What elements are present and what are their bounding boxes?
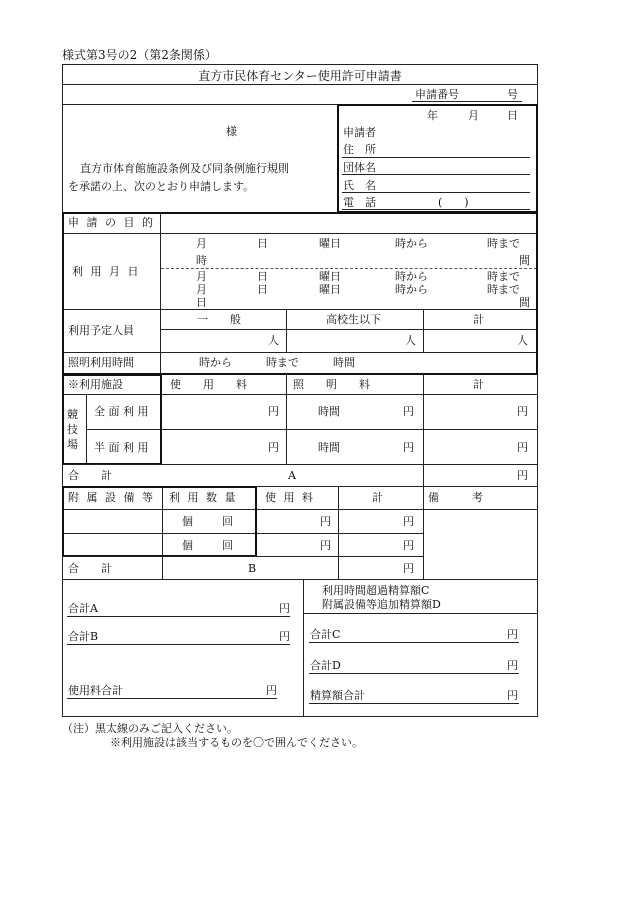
phone-parentheses: ( ) — [438, 196, 469, 209]
usage-month-3: 月 — [196, 283, 207, 296]
total-d-yen: 円 — [507, 659, 518, 672]
usage-from-2: 時から — [395, 270, 428, 283]
declaration-line1: 直方市体育館施設条例及び同条例施行規則 — [80, 162, 289, 175]
total-a-label: 合計A — [68, 602, 98, 615]
usage-month-1: 月 — [196, 237, 207, 250]
facility-total-header: 計 — [473, 378, 484, 391]
address-label[interactable]: 住 所 — [343, 143, 376, 156]
equipment-remarks-header: 備 考 — [428, 491, 483, 504]
name-label[interactable]: 氏 名 — [343, 179, 376, 192]
note-2: ※利用施設は該当するものを〇で囲んでください。 — [110, 736, 363, 749]
facility-header: ※利用施設 — [68, 378, 123, 391]
date-day: 日 — [507, 109, 518, 122]
equipment-total-yen-1: 円 — [403, 515, 414, 528]
date-month: 月 — [468, 109, 479, 122]
half-use-label[interactable]: 半 面 利 用 — [94, 441, 149, 454]
people-label: 利用予定人員 — [68, 324, 134, 337]
usage-weekday-1: 曜日 — [319, 237, 341, 250]
people-student-header: 高校生以下 — [326, 313, 381, 326]
subtotal-a-mark: A — [288, 469, 296, 482]
people-student-unit: 人 — [405, 334, 416, 347]
full-light-yen: 円 — [403, 405, 414, 418]
equipment-input-box — [62, 486, 257, 557]
frame-bottom — [62, 716, 538, 717]
total-a-yen: 円 — [279, 602, 290, 615]
full-total-yen: 円 — [517, 405, 528, 418]
equipment-subtotal-label: 合 計 — [68, 562, 112, 575]
form-number: 様式第3号の2（第2条関係） — [62, 48, 217, 62]
lighting-label: 照明利用時間 — [68, 356, 134, 369]
subtotal-b-yen: 円 — [403, 562, 414, 575]
equipment-label: 附 属 設 備 等 — [68, 491, 155, 504]
usage-from-1: 時から — [395, 237, 428, 250]
form-title: 直方市民体育センター使用許可申請書 — [198, 69, 402, 83]
usage-day-2: 日 — [257, 270, 268, 283]
addressee-sama: 様 — [226, 125, 237, 138]
application-number-suffix: 号 — [507, 88, 518, 101]
note-1: （注）黒太線のみご記入ください。 — [62, 722, 238, 735]
people-total-unit: 人 — [517, 334, 528, 347]
usage-weekday-3: 曜日 — [319, 283, 341, 296]
people-general-unit: 人 — [268, 334, 279, 347]
purpose-label: 申 請 の 目 的 — [68, 216, 155, 229]
equipment-pieces-2: 個 — [182, 539, 193, 552]
equipment-times-2: 回 — [222, 539, 233, 552]
facility-select-box — [62, 374, 162, 465]
equipment-qty-header: 利 用 数 量 — [169, 491, 238, 504]
people-general-header: 一 般 — [197, 313, 241, 326]
settlement-total-label: 精算額合計 — [310, 689, 365, 702]
full-fee-yen: 円 — [268, 405, 279, 418]
usage-to-3: 時まで — [487, 283, 520, 296]
total-d-label: 合計D — [310, 659, 341, 672]
applicant-info-box — [337, 104, 538, 213]
facility-subtotal-label: 合 計 — [68, 469, 112, 482]
full-light-hours: 時間 — [318, 405, 340, 418]
usage-day-4: 日 — [196, 296, 207, 309]
equipment-total-header: 計 — [372, 491, 383, 504]
total-c-yen: 円 — [507, 628, 518, 641]
usage-weekday-2: 曜日 — [319, 270, 341, 283]
facility-fee-header: 使 用 料 — [170, 378, 247, 391]
applicant-label: 申請者 — [343, 126, 376, 139]
subtotal-a-yen: 円 — [517, 469, 528, 482]
lighting-hours: 時間 — [333, 356, 355, 369]
declaration-line2: を承諾の上、次のとおり申請します。 — [68, 180, 255, 193]
arena-label: 競技場 — [67, 408, 78, 451]
equipment-fee-yen-1: 円 — [320, 515, 331, 528]
usage-to-2: 時まで — [487, 270, 520, 283]
lighting-to: 時まで — [266, 356, 299, 369]
usage-day-3: 日 — [257, 283, 268, 296]
fee-total-yen: 円 — [266, 684, 277, 697]
application-number-label: 申請番号 — [415, 88, 459, 101]
subtotal-b-mark: B — [248, 562, 257, 575]
half-fee-yen: 円 — [268, 441, 279, 454]
usage-month-2: 月 — [196, 270, 207, 283]
group-name-label[interactable]: 団体名 — [343, 161, 376, 174]
half-light-hours: 時間 — [318, 441, 340, 454]
full-use-label[interactable]: 全 面 利 用 — [94, 405, 149, 418]
date-year: 年 — [427, 109, 438, 122]
phone-label[interactable]: 電 話 — [343, 196, 376, 209]
usage-from-3: 時から — [395, 283, 428, 296]
fee-total-label: 使用料合計 — [68, 684, 123, 697]
applicant-input-box — [62, 212, 538, 375]
additional-d-label: 附属設備等追加精算額D — [322, 598, 441, 611]
total-c-label: 合計C — [310, 628, 341, 641]
usage-duration-1: 間 — [519, 254, 530, 267]
equipment-total-yen-2: 円 — [403, 539, 414, 552]
half-total-yen: 円 — [517, 441, 528, 454]
equipment-fee-header: 使 用 料 — [265, 491, 315, 504]
frame-top — [62, 64, 537, 65]
half-light-yen: 円 — [403, 441, 414, 454]
equipment-pieces-1: 個 — [182, 515, 193, 528]
usage-date-label: 利 用 月 日 — [72, 265, 141, 278]
usage-day-1: 日 — [257, 237, 268, 250]
people-total-header: 計 — [473, 313, 484, 326]
usage-duration-2: 間 — [519, 296, 530, 309]
total-b-yen: 円 — [279, 630, 290, 643]
equipment-times-1: 回 — [222, 515, 233, 528]
equipment-fee-yen-2: 円 — [320, 539, 331, 552]
facility-light-header: 照 明 料 — [293, 378, 370, 391]
usage-hour-1: 時 — [196, 254, 207, 267]
total-b-label: 合計B — [68, 630, 99, 643]
overtime-c-label: 利用時間超過精算額C — [322, 584, 430, 597]
usage-to-1: 時まで — [487, 237, 520, 250]
lighting-from: 時から — [199, 356, 232, 369]
settlement-total-yen: 円 — [507, 689, 518, 702]
